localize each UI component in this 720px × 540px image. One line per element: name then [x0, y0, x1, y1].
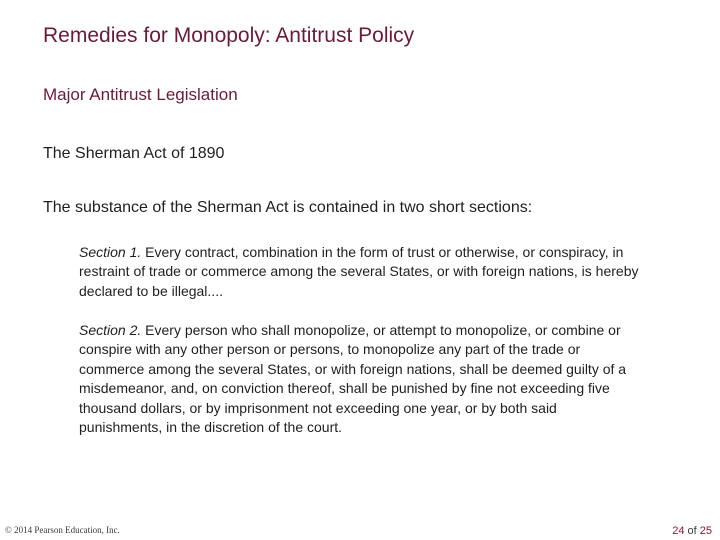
slide-subtitle: Major Antitrust Legislation: [43, 85, 238, 104]
section-1-paragraph: [79, 243, 639, 301]
section-2-paragraph: [79, 321, 639, 437]
intro-text: The substance of the Sherman Act is contained in two short sections:: [43, 199, 533, 216]
act-heading: The Sherman Act of 1890: [43, 145, 225, 162]
copyright-notice: © 2014 Pearson Education, Inc.: [5, 525, 120, 535]
section-1-text: Every contract, combination in the form of trust or otherwise, or conspiracy, in restraint of trade or commerce among the several States, or with foreign nations, is hereby declared to be illegal....: [79, 244, 639, 299]
section-2-text: Every person who shall monopolize, or attempt to monopolize, or combine or conspire with any other person or persons, to monopolize any part of the trade or commerce among the several States, or with foreign nations, shall be deemed guilty of a misdemeanor, and, on conviction thereof, shall be punished by fine not exceeding five thousand dollars, or by imprisonment not exceeding one year, or by both said punishments, in the discretion of the court.: [79, 322, 627, 436]
page-of: of: [684, 525, 700, 537]
section-2-label: Section 2.: [79, 322, 142, 338]
page-current: 24: [672, 525, 685, 537]
page-indicator: [672, 525, 712, 537]
page-total: 25: [699, 525, 712, 537]
section-1-label: Section 1.: [79, 244, 142, 260]
slide-title: Remedies for Monopoly: Antitrust Policy: [43, 24, 415, 47]
